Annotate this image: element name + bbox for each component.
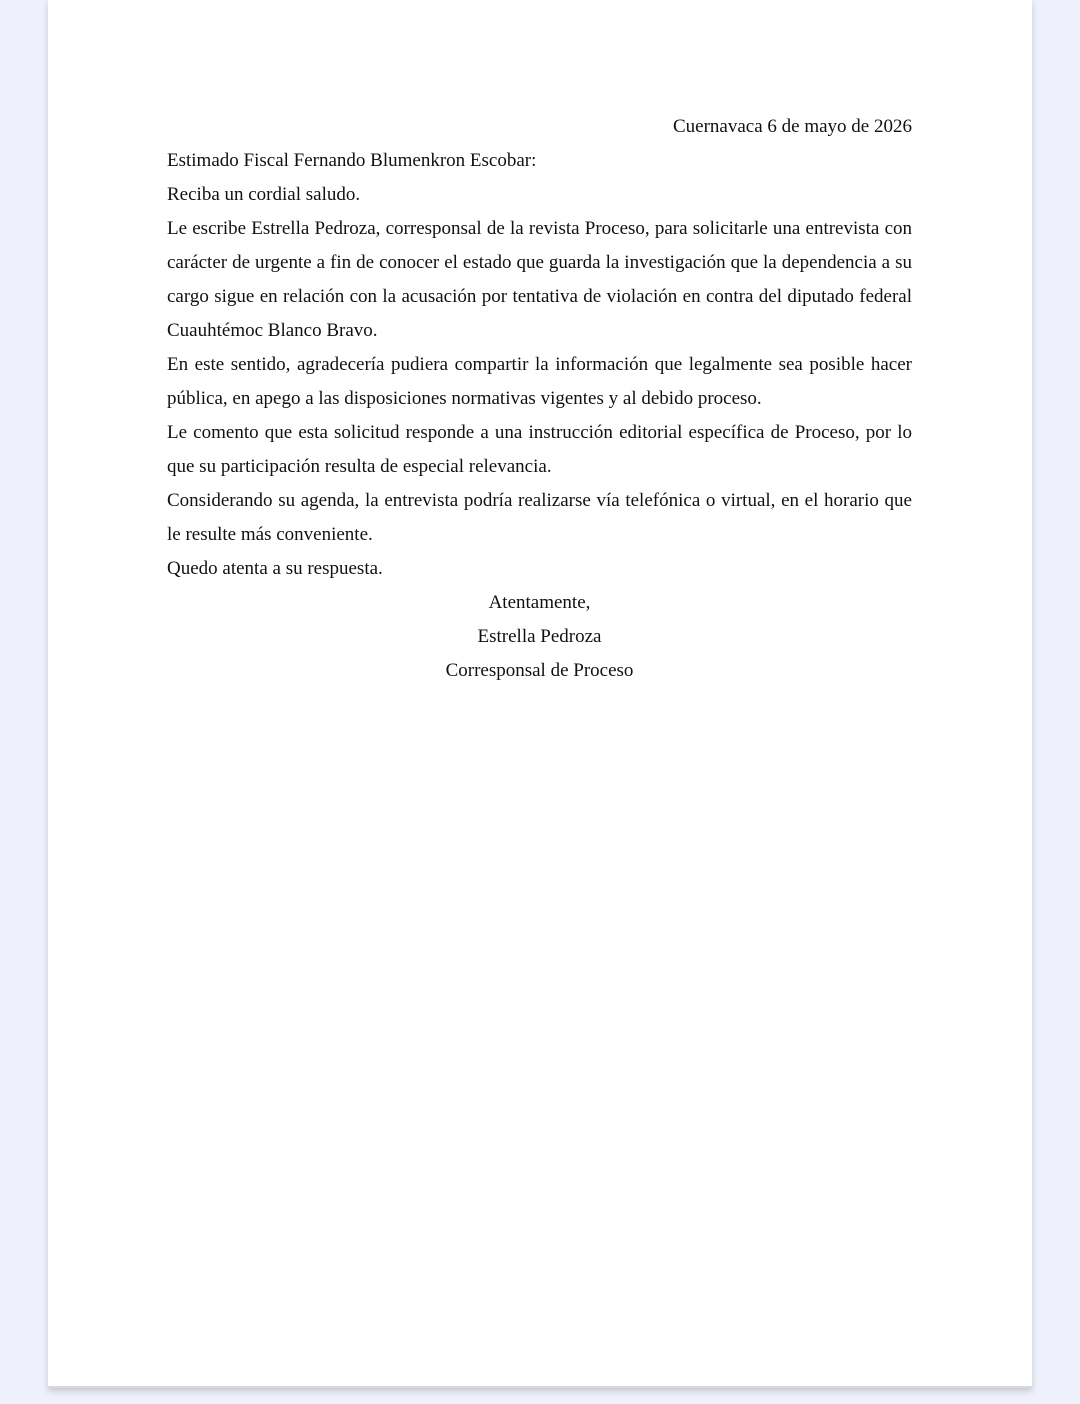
letter-date: Cuernavaca 6 de mayo de 2026 [673,116,912,137]
signer-name: Estrella Pedroza [477,626,602,647]
document-page [48,0,1032,1388]
letter-paragraph: Le comento que esta solicitud responde a una instrucción editorial específica de Proceso, por lo que su participación resulta de especial relevancia. [167,422,912,477]
letter-body [167,110,912,688]
letter-salutation: Reciba un cordial saludo. [167,184,361,205]
letter-farewell: Quedo atenta a su respuesta. [167,558,383,579]
letter-paragraph: Le escribe Estrella Pedroza, corresponsal de la revista Proceso, para solicitarle una entrevista con carácter de urgente a fin de conocer el estado que guarda la investigación que la dependencia a su cargo sigue en relación con la acusación por tentativa de violación en contra del diputado federal Cuauhtémoc Blanco Bravo. [167,218,912,341]
signer-title: Corresponsal de Proceso [445,660,634,681]
letter-closing: Atentamente, [488,592,591,613]
letter-paragraph: Considerando su agenda, la entrevista podría realizarse vía telefónica o virtual, en el horario que le resulte más conveniente. [167,490,912,545]
letter-paragraph: En este sentido, agradecería pudiera compartir la información que legalmente sea posible hacer pública, en apego a las disposiciones normativas vigentes y al debido proceso. [167,354,912,409]
letter-greeting: Estimado Fiscal Fernando Blumenkron Escobar: [167,150,537,171]
